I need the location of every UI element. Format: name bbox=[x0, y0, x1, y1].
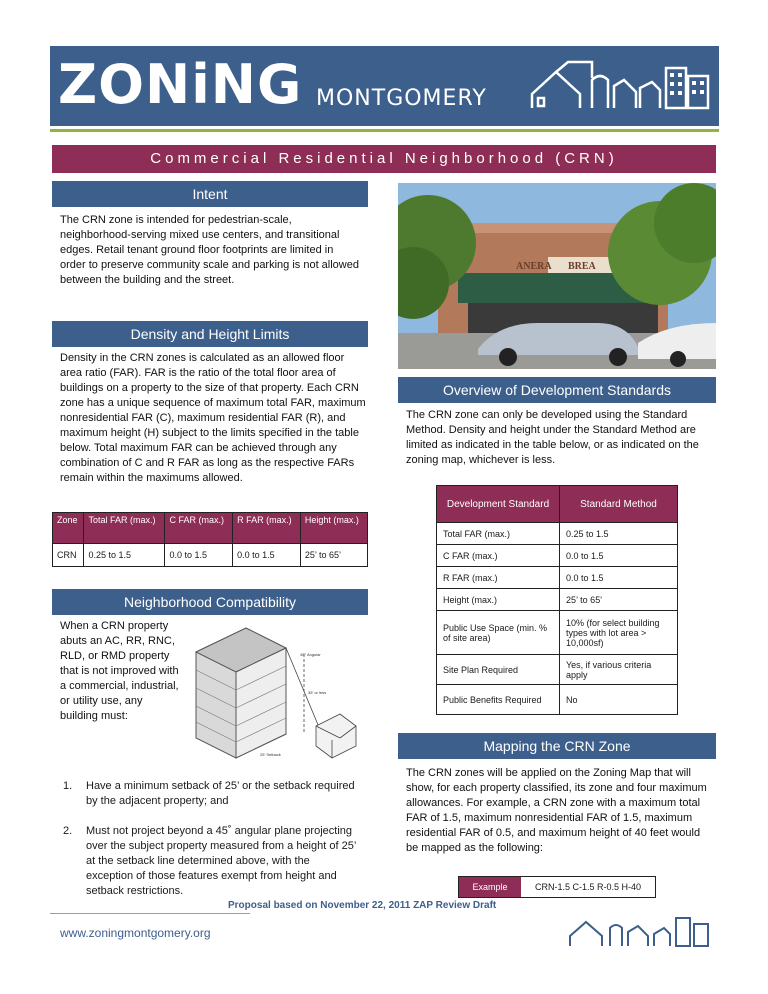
far-header-cell: Height (max.) bbox=[300, 513, 367, 544]
example-box bbox=[458, 876, 656, 898]
standards-cell: 10% (for select building types with lot area > 10,000sf) bbox=[560, 611, 678, 655]
street-photo bbox=[398, 183, 716, 369]
photo-sign-1: ANERA bbox=[516, 261, 552, 272]
far-cell: 0.25 to 1.5 bbox=[84, 544, 165, 567]
list-number: 1. bbox=[63, 780, 73, 792]
banner-underline bbox=[50, 129, 719, 132]
density-heading: Density and Height Limits bbox=[52, 321, 368, 347]
standards-cell: Site Plan Required bbox=[437, 655, 560, 685]
standards-table-header bbox=[437, 486, 678, 523]
list-text: Must not project beyond a 45˚ angular plane projecting over the subject property measured from a height of 25’ at the setback line determined above, with the exception of those features exempt from height and setback restrictions. bbox=[86, 825, 356, 897]
list-text: Have a minimum setback of 25’ or the setback required by the adjacent property; and bbox=[86, 780, 355, 807]
logo-zoning: ZONiNG bbox=[58, 53, 303, 116]
standards-cell: Public Use Space (min. % of site area) bbox=[437, 611, 560, 655]
photo-sign-2: BREA bbox=[568, 261, 596, 272]
standards-row bbox=[437, 523, 678, 545]
standards-cell: 0.0 to 1.5 bbox=[560, 567, 678, 589]
standards-row bbox=[437, 611, 678, 655]
far-cell: CRN bbox=[53, 544, 84, 567]
mapping-heading: Mapping the CRN Zone bbox=[398, 733, 716, 759]
standards-cell: R FAR (max.) bbox=[437, 567, 560, 589]
diagram-label-setback: 25' Setback bbox=[260, 752, 281, 757]
footer-note: Proposal based on November 22, 2011 ZAP Review Draft bbox=[228, 900, 497, 911]
standards-table bbox=[436, 485, 678, 715]
standards-cell: C FAR (max.) bbox=[437, 545, 560, 567]
far-table-row bbox=[53, 544, 368, 567]
list-number: 2. bbox=[63, 825, 73, 837]
footer-skyline-icon bbox=[566, 914, 716, 948]
logo-montgomery: MONTGOMERY bbox=[316, 86, 487, 111]
compat-body: When a CRN property abuts an AC, RR, RNC, RLD, or RMD property that is not improved with a commercial, industrial, or utility use, any building must: bbox=[60, 620, 179, 722]
intent-heading: Intent bbox=[52, 181, 368, 207]
compat-list bbox=[60, 779, 358, 899]
standards-row bbox=[437, 545, 678, 567]
list-item bbox=[60, 779, 358, 809]
footer-url[interactable]: www.zoningmontgomery.org bbox=[60, 926, 211, 940]
standards-row bbox=[437, 567, 678, 589]
standards-row bbox=[437, 589, 678, 611]
standards-cell: 0.0 to 1.5 bbox=[560, 545, 678, 567]
footer-rule bbox=[50, 913, 250, 914]
far-table bbox=[52, 512, 368, 567]
intent-body: The CRN zone is intended for pedestrian-scale, neighborhood-serving mixed use centers, and transitional edges. Retail tenant ground floor footprints are limited in order to preserve community scale and parking is not allowed between the building and the street. bbox=[60, 214, 359, 286]
example-label: Example bbox=[459, 877, 521, 897]
far-header-cell: R FAR (max.) bbox=[233, 513, 301, 544]
diagram-label-height: 45° Angular bbox=[300, 652, 321, 657]
far-header-cell: C FAR (max.) bbox=[165, 513, 233, 544]
standards-cell: Yes, if various criteria apply bbox=[560, 655, 678, 685]
overview-body: The CRN zone can only be developed using the Standard Method. Density and height under the Standard Method are limited as indicated in the table below, or as indicated on the zoning map, whichever is less. bbox=[406, 409, 699, 466]
page-title: Commercial Residential Neighborhood (CRN) bbox=[52, 145, 716, 173]
far-header-cell: Total FAR (max.) bbox=[84, 513, 165, 544]
standards-cell: No bbox=[560, 685, 678, 715]
standards-cell: Height (max.) bbox=[437, 589, 560, 611]
mapping-body: The CRN zones will be applied on the Zoning Map that will show, for each property classified, its zone and four maximum allowances. For example, a CRN zone with a maximum total FAR of 1.5, maximum nonresidential FAR of 1.5, maximum residential FAR of 0.5, and maximum height of 40 feet would be mapped as the following: bbox=[406, 767, 707, 854]
skyline-logo-icon bbox=[528, 58, 714, 114]
overview-heading: Overview of Development Standards bbox=[398, 377, 716, 403]
diagram-label-step: 35' or less bbox=[308, 690, 327, 695]
far-cell: 0.0 to 1.5 bbox=[233, 544, 301, 567]
standards-row bbox=[437, 655, 678, 685]
far-header-cell: Zone bbox=[53, 513, 84, 544]
setback-diagram bbox=[176, 614, 366, 764]
standards-header-cell: Development Standard bbox=[437, 486, 560, 523]
standards-cell: Total FAR (max.) bbox=[437, 523, 560, 545]
standards-cell: 25’ to 65' bbox=[560, 589, 678, 611]
list-item bbox=[60, 824, 358, 899]
far-cell: 0.0 to 1.5 bbox=[165, 544, 233, 567]
example-value: CRN-1.5 C-1.5 R-0.5 H-40 bbox=[521, 877, 655, 897]
standards-row bbox=[437, 685, 678, 715]
density-body: Density in the CRN zones is calculated as an allowed floor area ratio (FAR). FAR is the ratio of the total floor area of buildings on a property to the size of that property. Each CRN zone has a unique sequence of maximum total FAR, maximum nonresidential FAR (C), maximum residential FAR (R), and maximum height (H) subject to the limits specified in the table below. Total maximum FAR can be achieved through any combination of C and R FAR as long as the respective FARs remain within the maximums allowed. bbox=[60, 352, 366, 484]
standards-cell: Public Benefits Required bbox=[437, 685, 560, 715]
standards-header-cell: Standard Method bbox=[560, 486, 678, 523]
standards-cell: 0.25 to 1.5 bbox=[560, 523, 678, 545]
compat-heading: Neighborhood Compatibility bbox=[52, 589, 368, 615]
far-table-header bbox=[53, 513, 368, 544]
far-cell: 25’ to 65’ bbox=[300, 544, 367, 567]
